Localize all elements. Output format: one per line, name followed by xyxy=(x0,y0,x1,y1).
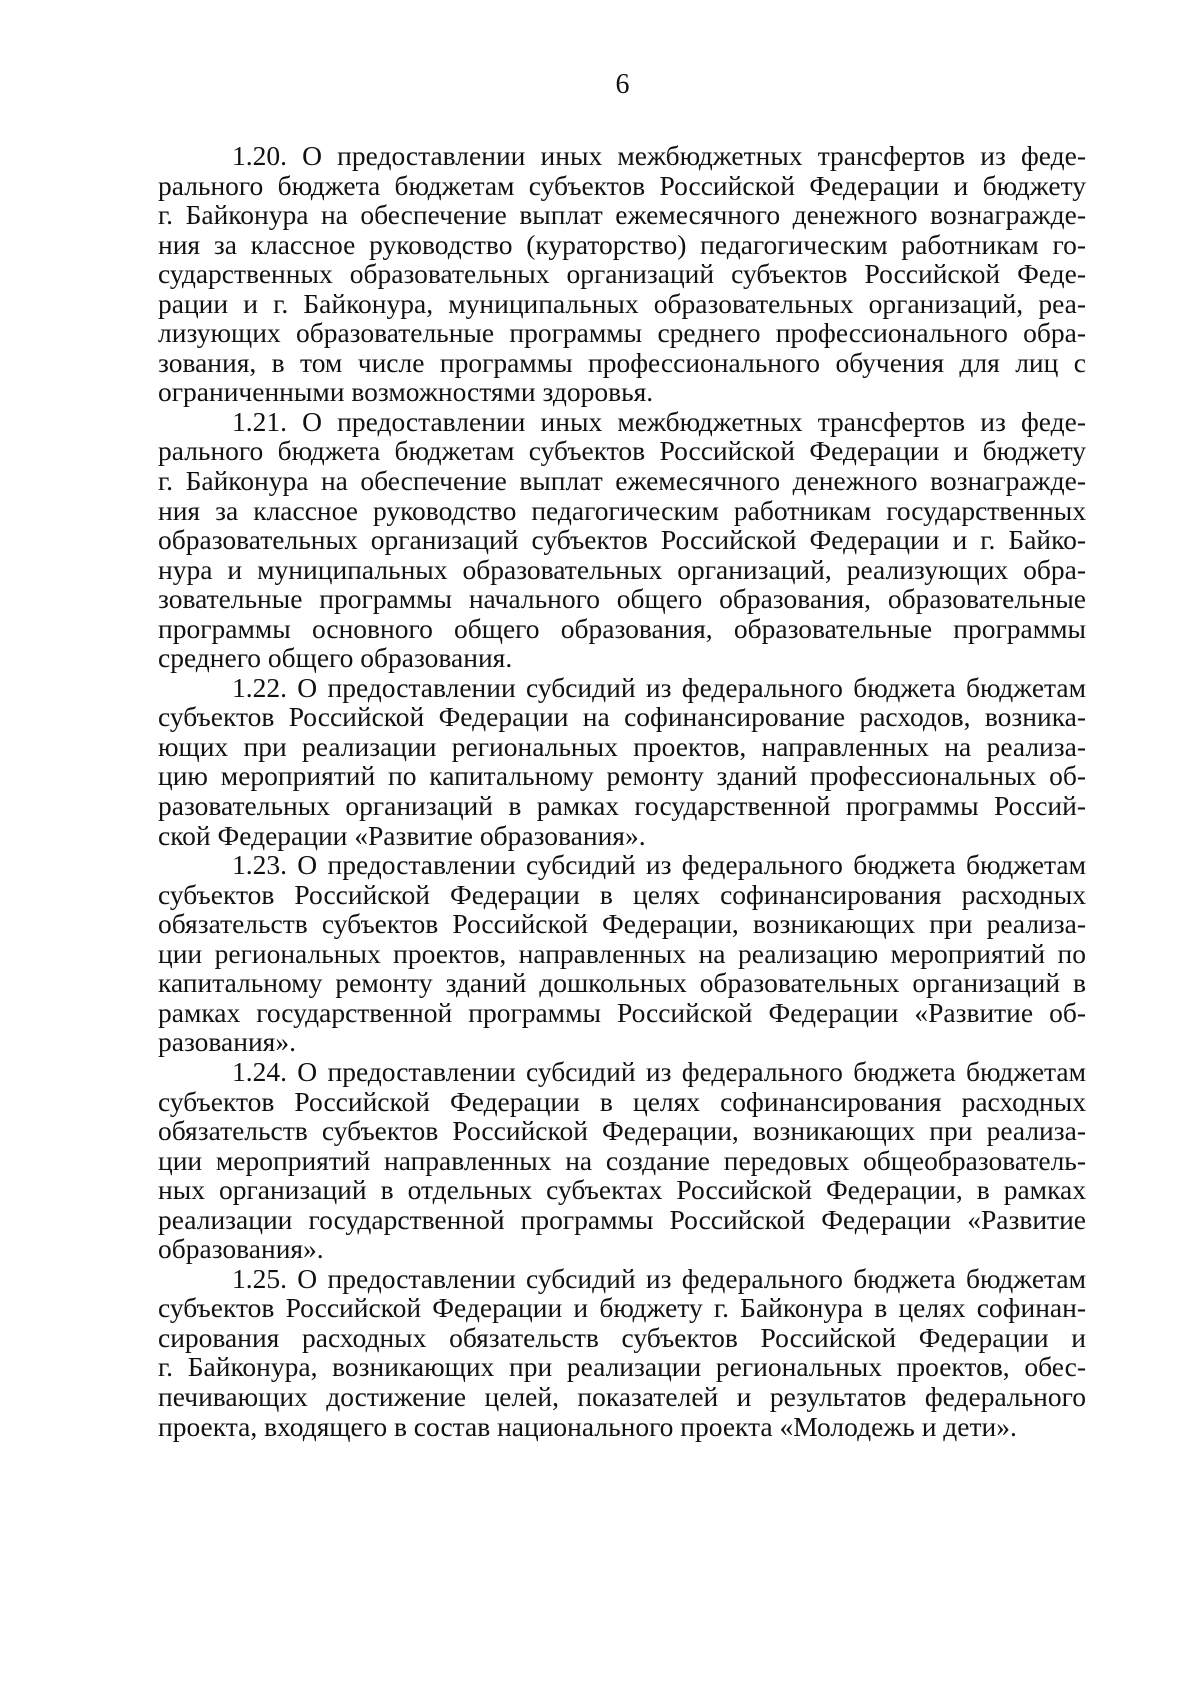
text-line: ской Федерации «Развитие образования». xyxy=(158,819,646,851)
paragraph-1-22 xyxy=(158,673,1086,850)
text-line: лизующих образовательные программы среднего профессионального обра- xyxy=(158,317,1086,349)
text-line: 1.21. О предоставлении иных межбюджетных трансфертов из феде- xyxy=(232,405,1086,437)
text-line: образовательных организаций субъектов Российской Федерации и г. Байко- xyxy=(158,524,1086,556)
text-line: рации и г. Байконура, муниципальных образовательных организаций, реа- xyxy=(158,287,1086,319)
text-line: капитальному ремонту зданий дошкольных образовательных организаций в xyxy=(158,967,1086,999)
text-line: цию мероприятий по капитальному ремонту зданий профессиональных об- xyxy=(158,760,1086,792)
text-line: 1.23. О предоставлении субсидий из федерального бюджета бюджетам xyxy=(232,849,1086,881)
text-line: субъектов Российской Федерации на софинансирование расходов, возника- xyxy=(158,701,1086,733)
document-body xyxy=(158,141,1086,1441)
paragraph-1-23 xyxy=(158,850,1086,1057)
text-line: субъектов Российской Федерации в целях софинансирования расходных xyxy=(158,878,1086,910)
text-line: сударственных образовательных организаций субъектов Российской Феде- xyxy=(158,258,1086,290)
text-line: ния за классное руководство (кураторство) педагогическим работникам го- xyxy=(158,228,1086,260)
text-line: 1.20. О предоставлении иных межбюджетных трансфертов из феде- xyxy=(232,140,1086,171)
text-line: ния за классное руководство педагогическим работникам государственных xyxy=(158,494,1086,526)
paragraph-1-25 xyxy=(158,1264,1086,1441)
text-line: г. Байконура, возникающих при реализации региональных проектов, обес- xyxy=(158,1351,1086,1383)
text-line: рамках государственной программы Российской Федерации «Развитие об- xyxy=(158,996,1086,1028)
text-line: зования, в том числе программы профессионального обучения для лиц с xyxy=(158,346,1086,378)
text-line: нура и муниципальных образовательных организаций, реализующих обра- xyxy=(158,553,1086,585)
text-line: сирования расходных обязательств субъектов Российской Федерации и xyxy=(158,1321,1086,1353)
text-line: обязательств субъектов Российской Федерации, возникающих при реализа- xyxy=(158,908,1086,940)
text-line: ции региональных проектов, направленных на реализацию мероприятий по xyxy=(158,937,1086,969)
text-line: проекта, входящего в состав национального проекта «Молодежь и дети». xyxy=(158,1410,1017,1442)
text-line: 1.24. О предоставлении субсидий из федерального бюджета бюджетам xyxy=(232,1055,1086,1087)
text-line: среднего общего образования. xyxy=(158,642,513,674)
text-line: зовательные программы начального общего образования, образовательные xyxy=(158,583,1086,615)
text-line: субъектов Российской Федерации в целях софинансирования расходных xyxy=(158,1085,1086,1117)
text-line: образования». xyxy=(158,1233,324,1265)
text-line: ции мероприятий направленных на создание передовых общеобразователь- xyxy=(158,1144,1086,1176)
text-line: разования». xyxy=(158,1026,296,1058)
paragraph-1-24 xyxy=(158,1057,1086,1264)
text-line: субъектов Российской Федерации и бюджету г. Байконура в целях софинан- xyxy=(158,1292,1086,1324)
paragraph-1-20 xyxy=(158,141,1086,407)
text-line: 1.25. О предоставлении субсидий из федерального бюджета бюджетам xyxy=(232,1262,1086,1294)
text-line: программы основного общего образования, образовательные программы xyxy=(158,612,1086,644)
text-line: печивающих достижение целей, показателей и результатов федерального xyxy=(158,1380,1086,1412)
text-line: рального бюджета бюджетам субъектов Российской Федерации и бюджету xyxy=(158,435,1086,467)
text-line: ограниченными возможностями здоровья. xyxy=(158,376,654,408)
text-line: ющих при реализации региональных проектов, направленных на реализа- xyxy=(158,730,1086,762)
text-line: г. Байконура на обеспечение выплат ежемесячного денежного вознагражде- xyxy=(158,199,1086,231)
text-line: ных организаций в отдельных субъектах Российской Федерации, в рамках xyxy=(158,1174,1086,1206)
page-number: 6 xyxy=(615,69,630,100)
text-line: реализации государственной программы Российской Федерации «Развитие xyxy=(158,1203,1086,1235)
text-line: разовательных организаций в рамках государственной программы Россий- xyxy=(158,790,1086,822)
text-line: 1.22. О предоставлении субсидий из федерального бюджета бюджетам xyxy=(232,671,1086,703)
text-line: г. Байконура на обеспечение выплат ежемесячного денежного вознагражде- xyxy=(158,465,1086,497)
text-line: рального бюджета бюджетам субъектов Российской Федерации и бюджету xyxy=(158,169,1086,201)
text-line: обязательств субъектов Российской Федерации, возникающих при реализа- xyxy=(158,1115,1086,1147)
paragraph-1-21 xyxy=(158,407,1086,673)
